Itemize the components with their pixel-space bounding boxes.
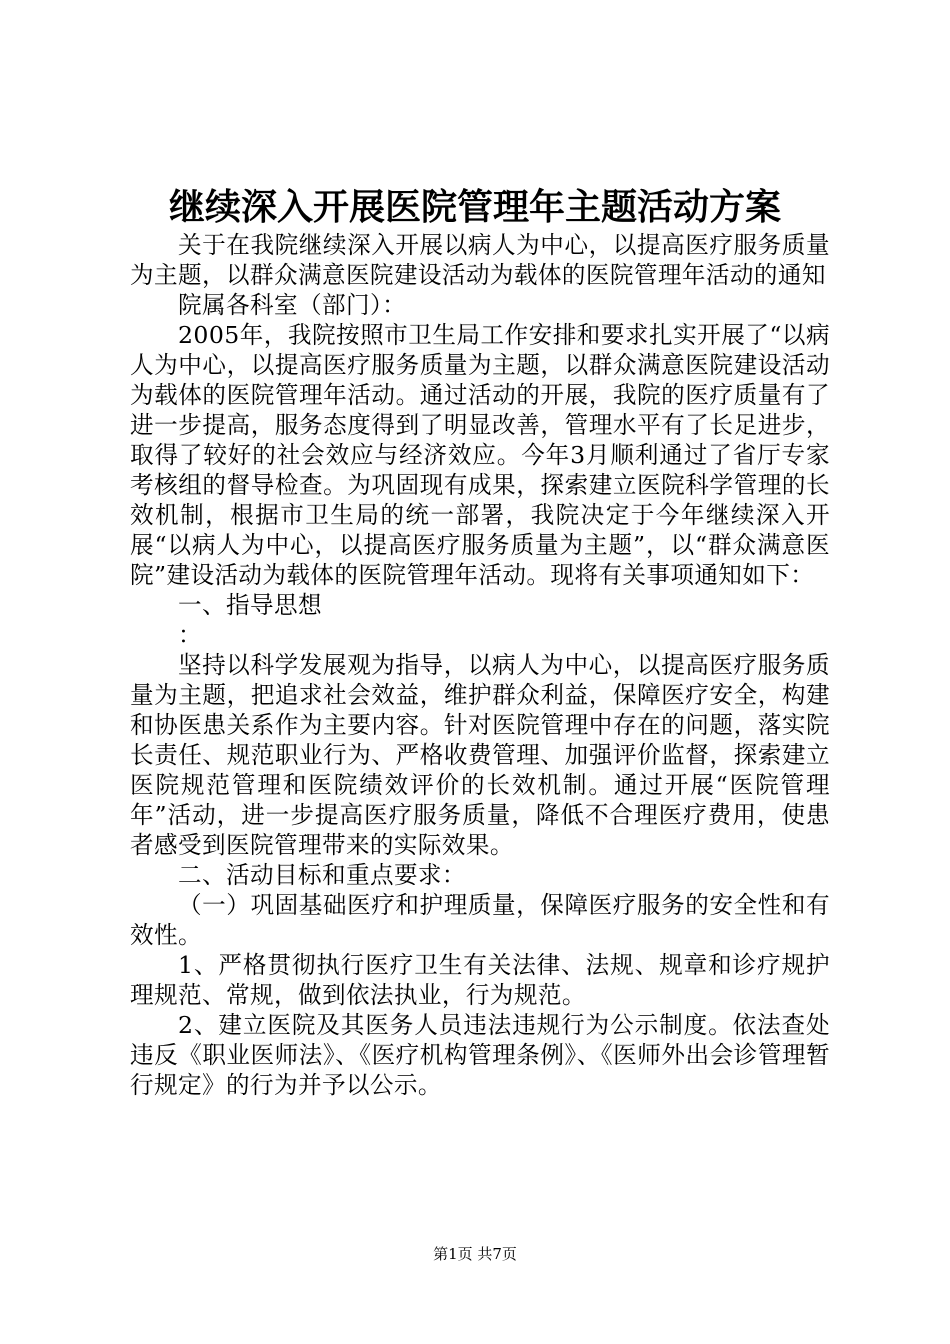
salutation: 院属各科室（部门）： (178, 291, 407, 319)
page-footer: 第1页 共7页 (433, 1245, 517, 1263)
section-heading-guiding-ideology: 一、指导思想 (178, 591, 322, 619)
guiding-ideology-paragraph: 坚持以科学发展观为指导，以病人为中心，以提高医疗服务质量为主题，把追求社会效益，维护群众利益，保障医疗安全，构建和协医患关系作为主要内容。针对医院管理中存在的问题，落实院长责任、规范职业行为、严格收费管理、加强评价监督，探索建立医院规范管理和医院绩效评价的长效机制。通过开展“医院管理年”活动，进一步提高医疗服务质量，降低不合理医疗费用，使患者感受到医院管理带来的实际效果。 (130, 651, 830, 859)
subsection-heading-1: （一）巩固基础医疗和护理质量，保障医疗服务的安全性和有效性。 (130, 891, 830, 949)
document-title: 继续深入开展医院管理年主题活动方案 (168, 187, 781, 228)
section-heading-goals: 二、活动目标和重点要求： (178, 861, 466, 889)
list-item-1: 1、严格贯彻执行医疗卫生有关法律、法规、规章和诊疗规护理规范、常规，做到依法执业，行为规范。 (130, 951, 830, 1009)
document-body (130, 230, 830, 1100)
colon-line: ： (178, 621, 202, 649)
notice-heading: 关于在我院继续深入开展以病人为中心，以提高医疗服务质量为主题，以群众满意医院建设活动为载体的医院管理年活动的通知 (130, 231, 830, 289)
list-item-2: 2、建立医院及其医务人员违法违规行为公示制度。依法查处违反《职业医师法》、《医疗机构管理条例》、《医师外出会诊管理暂行规定》的行为并予以公示。 (130, 1011, 830, 1099)
intro-paragraph: 2005年，我院按照市卫生局工作安排和要求扎实开展了“以病人为中心，以提高医疗服务质量为主题，以群众满意医院建设活动为载体的医院管理年活动。通过活动的开展，我院的医疗质量有了进一步提高，服务态度得到了明显改善，管理水平有了长足进步，取得了较好的社会效应与经济效应。今年3月顺利通过了省厅专家考核组的督导检查。为巩固现有成果，探索建立医院科学管理的长效机制，根据市卫生局的统一部署，我院决定于今年继续深入开展“以病人为中心，以提高医疗服务质量为主题”，以“群众满意医院”建设活动为载体的医院管理年活动。现将有关事项通知如下： (130, 321, 830, 589)
